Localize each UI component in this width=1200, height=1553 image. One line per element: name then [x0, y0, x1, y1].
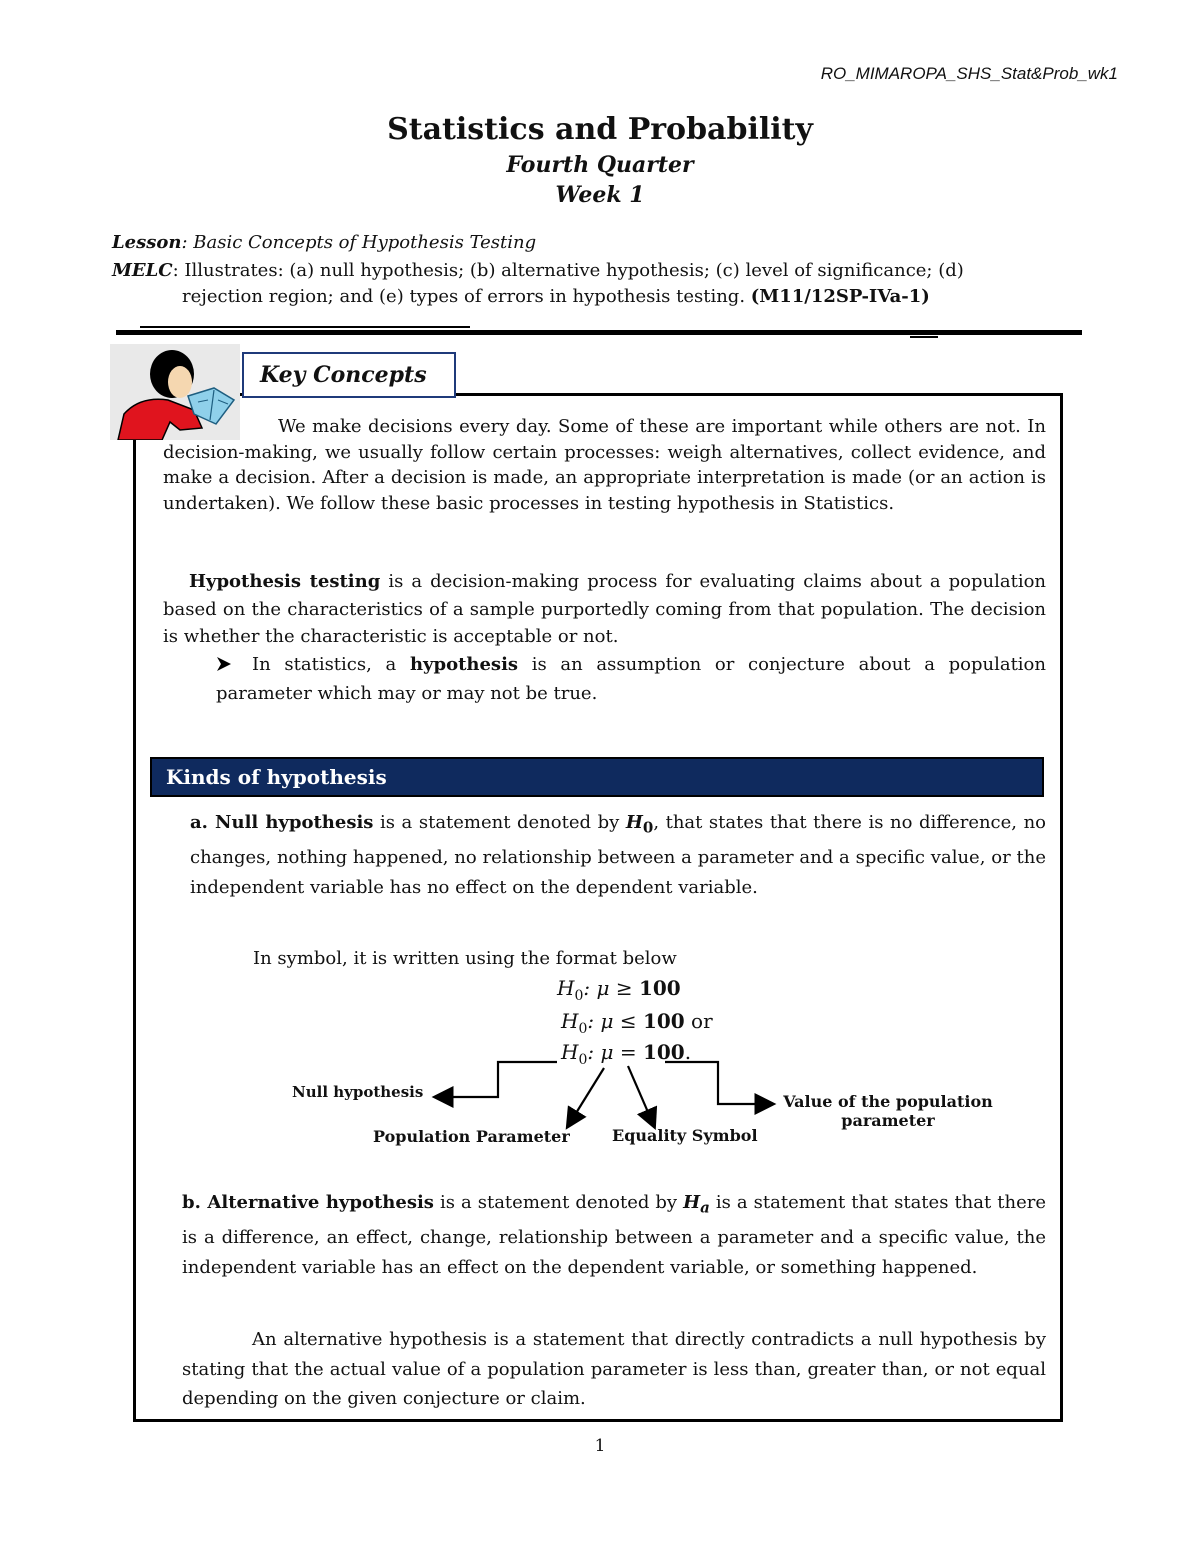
quarter-subtitle: Fourth Quarter — [506, 152, 694, 178]
alt-symbol: H — [683, 1192, 701, 1213]
label-value-line2: parameter — [841, 1111, 935, 1130]
bullet-pre: In statistics, a — [252, 654, 410, 675]
week-subtitle: Week 1 — [555, 182, 645, 208]
null-post: , that states that there is no difference, no changes, nothing happened, no relationship between a parameter and a specific value, or the independent variable has no effect on the dependent variable. — [190, 812, 1046, 898]
null-hypothesis-label: a. Null hypothesis — [190, 812, 374, 833]
alt-para-text: An alternative hypothesis is a statement that directly contradicts a null hypothesis by stating that the actual value of a population parameter is less than, greater than, or not equal depending on the given conjecture or claim. — [182, 1329, 1046, 1409]
alt-post: is a statement that states that there is a difference, an effect, change, relationship between a parameter and a specific value, the independent variable has an effect on the dependent variable, or something happened. — [182, 1192, 1046, 1278]
label-value-line1: Value of the population — [783, 1092, 993, 1111]
label-value-of-parameter — [780, 1092, 996, 1130]
null-pre: is a statement denoted by — [373, 812, 626, 833]
lesson-text: : Basic Concepts of Hypothesis Testing — [181, 232, 537, 253]
key-concepts-tab: Key Concepts — [242, 352, 456, 398]
null-symbol: H — [625, 812, 643, 833]
label-population-parameter: Population Parameter — [373, 1127, 570, 1146]
kinds-of-hypothesis-banner: Kinds of hypothesis — [150, 757, 1044, 797]
intro-text: We make decisions every day. Some of these are important while others are not. In decision-making, we usually follow certain processes: weigh alternatives, collect evidence, and make a decision. After a decision is made, an appropriate interpretation is made (or an action is undertaken). We follow these basic processes in testing hypothesis in Statistics. — [163, 416, 1046, 514]
formula-ge: $H_0$: μ ≥ 100 — [557, 976, 681, 1004]
alt-pre: is a statement denoted by — [433, 1192, 684, 1213]
melc-text-cont: rejection region; and (e) types of errors in hypothesis testing. — [182, 286, 746, 307]
lesson-label: Lesson — [112, 232, 182, 253]
hypothesis-testing-term: Hypothesis testing — [189, 571, 381, 592]
alternative-contradiction-paragraph — [182, 1325, 1046, 1414]
hypothesis-testing-definition: is a decision-making process for evaluating claims about a population based on the characteristics of a sample purportedly coming from that population. The decision is whether the characteristic is acceptable or not. — [163, 571, 1046, 647]
alt-symbol-sub: a — [700, 1198, 710, 1217]
formula-le: $H_0$: μ ≤ 100 or — [561, 1009, 713, 1037]
symbol-intro: In symbol, it is written using the format below — [253, 948, 677, 969]
page-number: 1 — [594, 1436, 606, 1456]
formula-eq: $H_0$: μ = 100. — [561, 1040, 692, 1068]
melc-code: (M11/12SP-IVa-1) — [750, 286, 930, 307]
bullet-post: is an assumption or conjecture about a population parameter which may or may not be true. — [216, 654, 1046, 704]
melc-text: : Illustrates: (a) null hypothesis; (b) alternative hypothesis; (c) level of significance; (d) — [172, 260, 964, 281]
melc-label: MELC — [112, 260, 173, 281]
label-null-hypothesis: Null hypothesis — [292, 1083, 424, 1101]
document-id: RO_MIMAROPA_SHS_Stat&Prob_wk1 — [820, 64, 1118, 83]
label-equality-symbol: Equality Symbol — [612, 1126, 758, 1145]
alternative-hypothesis-paragraph — [182, 1188, 1046, 1282]
null-symbol-sub: 0 — [642, 818, 654, 837]
bullet-term: hypothesis — [409, 654, 519, 675]
page-title: Statistics and Probability — [387, 112, 813, 147]
alternative-hypothesis-label: b. Alternative hypothesis — [182, 1192, 434, 1213]
